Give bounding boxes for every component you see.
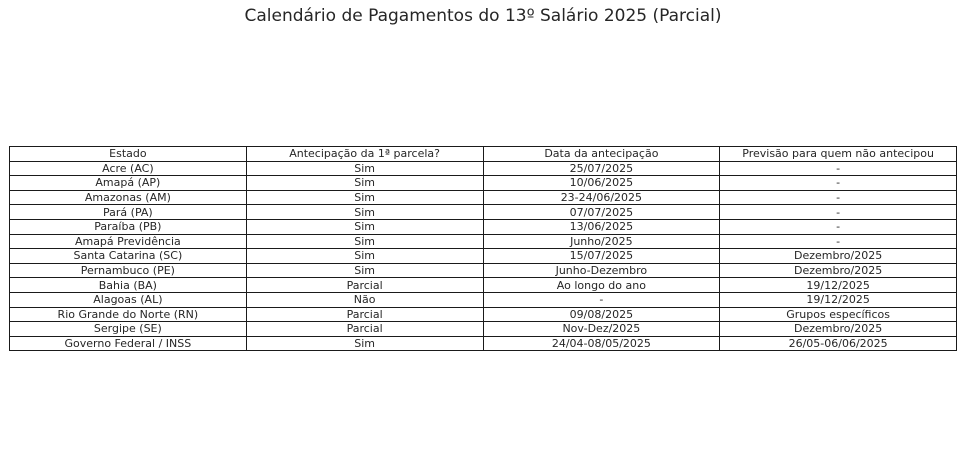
table-cell: Sim [246,263,483,278]
table-cell: Parcial [246,307,483,322]
table-cell: 09/08/2025 [483,307,720,322]
table-cell: - [483,292,720,307]
table-row [10,249,957,264]
table-cell: 15/07/2025 [483,249,720,264]
table-cell: Dezembro/2025 [720,263,957,278]
table-cell: Sim [246,161,483,176]
table-cell: Amazonas (AM) [10,190,247,205]
table-cell: Amapá Previdência [10,234,247,249]
table-cell: - [720,219,957,234]
table-cell: - [720,190,957,205]
table-cell: Acre (AC) [10,161,247,176]
table-cell: Alagoas (AL) [10,292,247,307]
table-cell: 19/12/2025 [720,278,957,293]
column-header: Estado [10,147,247,162]
table-cell: 19/12/2025 [720,292,957,307]
table-cell: Dezembro/2025 [720,322,957,337]
table-cell: Bahia (BA) [10,278,247,293]
table-cell: Rio Grande do Norte (RN) [10,307,247,322]
table-cell: 13/06/2025 [483,219,720,234]
table-cell: - [720,234,957,249]
table-cell: 10/06/2025 [483,176,720,191]
column-header: Previsão para quem não antecipou [720,147,957,162]
table-cell: Nov-Dez/2025 [483,322,720,337]
table-cell: Sim [246,234,483,249]
column-header: Antecipação da 1ª parcela? [246,147,483,162]
table-row [10,307,957,322]
table-cell: Parcial [246,278,483,293]
chart-title: Calendário de Pagamentos do 13º Salário 2025 (Parcial) [244,6,722,26]
table-body [10,161,957,351]
table-cell: 24/04-08/05/2025 [483,336,720,351]
table-cell: Sim [246,336,483,351]
table-cell: 25/07/2025 [483,161,720,176]
table-cell: Sergipe (SE) [10,322,247,337]
table-cell: 23-24/06/2025 [483,190,720,205]
table-cell: - [720,176,957,191]
column-header: Data da antecipação [483,147,720,162]
table-cell: Sim [246,249,483,264]
table-row [10,336,957,351]
payment-calendar-table [9,146,957,351]
table-cell: Pará (PA) [10,205,247,220]
table-row [10,205,957,220]
table-cell: 26/05-06/06/2025 [720,336,957,351]
table-row [10,190,957,205]
table-row [10,176,957,191]
table-cell: Sim [246,190,483,205]
table-cell: Junho-Dezembro [483,263,720,278]
table-row [10,278,957,293]
table-cell: Paraíba (PB) [10,219,247,234]
table-cell: Parcial [246,322,483,337]
table-cell: Amapá (AP) [10,176,247,191]
table-cell: Sim [246,176,483,191]
table-header-row [10,147,957,162]
table-row [10,322,957,337]
table-cell: - [720,205,957,220]
table-cell: Dezembro/2025 [720,249,957,264]
table-row [10,292,957,307]
table-cell: Sim [246,205,483,220]
table-cell: Sim [246,219,483,234]
table-row [10,161,957,176]
table-cell: 07/07/2025 [483,205,720,220]
table-cell: Junho/2025 [483,234,720,249]
table-cell: Pernambuco (PE) [10,263,247,278]
table-cell: Governo Federal / INSS [10,336,247,351]
table-cell: Grupos específicos [720,307,957,322]
table-row [10,234,957,249]
table-cell: - [720,161,957,176]
table-cell: Ao longo do ano [483,278,720,293]
table-row [10,263,957,278]
table-cell: Santa Catarina (SC) [10,249,247,264]
table-cell: Não [246,292,483,307]
table-row [10,219,957,234]
